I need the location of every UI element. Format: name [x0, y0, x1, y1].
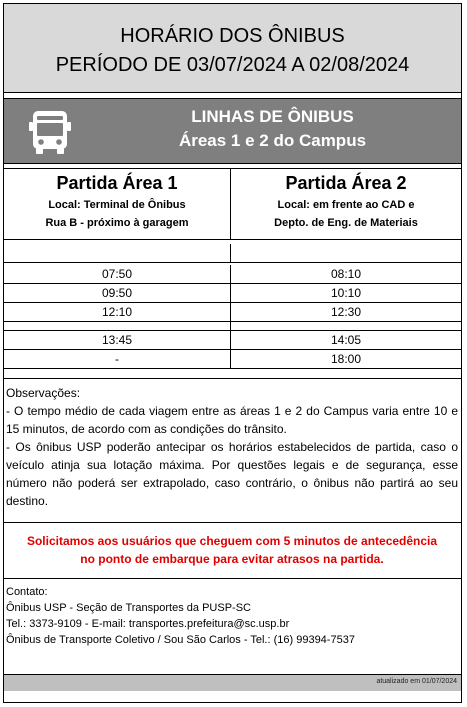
notice-line-2: no ponto de embarque para evitar atrasos na partida.	[80, 552, 384, 566]
divider	[4, 578, 461, 579]
area1-location-line-2: Rua B - próximo à garagem	[45, 217, 189, 229]
contact-line: Ônibus USP - Seção de Transportes da PUSP-SC	[6, 602, 251, 614]
area1-time: 12:10	[4, 303, 231, 321]
lines-title: LINHAS DE ÔNIBUS	[191, 107, 354, 126]
contact-line: Ônibus de Transporte Coletivo / Sou São Carlos - Tel.: (16) 99394-7537	[6, 634, 355, 646]
area2-location-line-1: Local: em frente ao CAD e	[277, 199, 415, 211]
observation-item: - O tempo médio de cada viagem entre as áreas 1 e 2 do Campus varia entre 10 e 15 minutos, de acordo com as condições do trânsito.	[6, 404, 458, 436]
bus-lines-banner	[4, 98, 461, 164]
bus-icon	[26, 108, 74, 156]
area2-heading: Partida Área 2	[285, 173, 407, 193]
schedule-row	[4, 265, 461, 283]
title-period: PERÍODO DE 03/07/2024 A 02/08/2024	[55, 54, 410, 76]
area2-time: 14:05	[330, 333, 362, 347]
observation-item: - Os ônibus USP poderão antecipar os horários estabelecidos de partida, caso o veículo atinja sua lotação máxima. Por questões legais e de segurança, esse número não poderá ser extrapolado, caso contrário, o ônibus não partirá ao seu destino.	[6, 440, 458, 508]
divider	[4, 168, 461, 169]
area2-time: 18:00	[330, 352, 362, 366]
divider	[4, 239, 461, 240]
row-divider	[4, 262, 461, 263]
contact-line: Tel.: 3373-9109 - E-mail: transportes.prefeitura@sc.usp.br	[6, 618, 290, 630]
area2-time	[231, 244, 461, 262]
observations	[6, 384, 458, 510]
area1-heading: Partida Área 1	[56, 173, 178, 193]
area1-time: 09:50	[4, 284, 231, 302]
area2-time	[231, 322, 461, 330]
contact-info	[6, 584, 458, 648]
area1-location-line-1: Local: Terminal de Ônibus	[48, 199, 186, 211]
divider	[4, 368, 461, 369]
updated-date: atualizado em 01/07/2024	[376, 678, 457, 685]
arrival-notice	[6, 532, 458, 568]
divider	[4, 92, 461, 93]
contact-heading: Contato:	[6, 586, 48, 598]
area2-time: 12:30	[330, 305, 362, 319]
area1-time	[4, 244, 231, 262]
area1-time	[4, 322, 231, 330]
schedule-sheet	[3, 3, 462, 703]
notice-line-1: Solicitamos aos usuários que cheguem com 5 minutos de antecedência	[26, 534, 438, 548]
area1-time: -	[4, 350, 231, 368]
schedule-row	[4, 244, 461, 262]
schedule-row	[4, 303, 461, 321]
lines-subtitle: Áreas 1 e 2 do Campus	[178, 131, 367, 150]
schedule-row	[4, 322, 461, 330]
title-line-1: HORÁRIO DOS ÔNIBUS	[120, 25, 345, 47]
title-header	[4, 4, 461, 93]
divider	[4, 522, 461, 523]
schedule-row	[4, 284, 461, 302]
observations-heading: Observações:	[6, 386, 81, 400]
area1-header	[4, 169, 231, 239]
area2-time: 08:10	[330, 267, 362, 281]
schedule-row	[4, 350, 461, 368]
schedule-row	[4, 331, 461, 349]
area2-header	[231, 169, 461, 239]
area2-time: 10:10	[330, 286, 362, 300]
area2-location-line-2: Depto. de Eng. de Materiais	[274, 217, 418, 229]
area1-time: 13:45	[4, 331, 231, 349]
footer-bar	[4, 674, 461, 691]
area1-time: 07:50	[4, 265, 231, 283]
divider	[4, 378, 461, 379]
